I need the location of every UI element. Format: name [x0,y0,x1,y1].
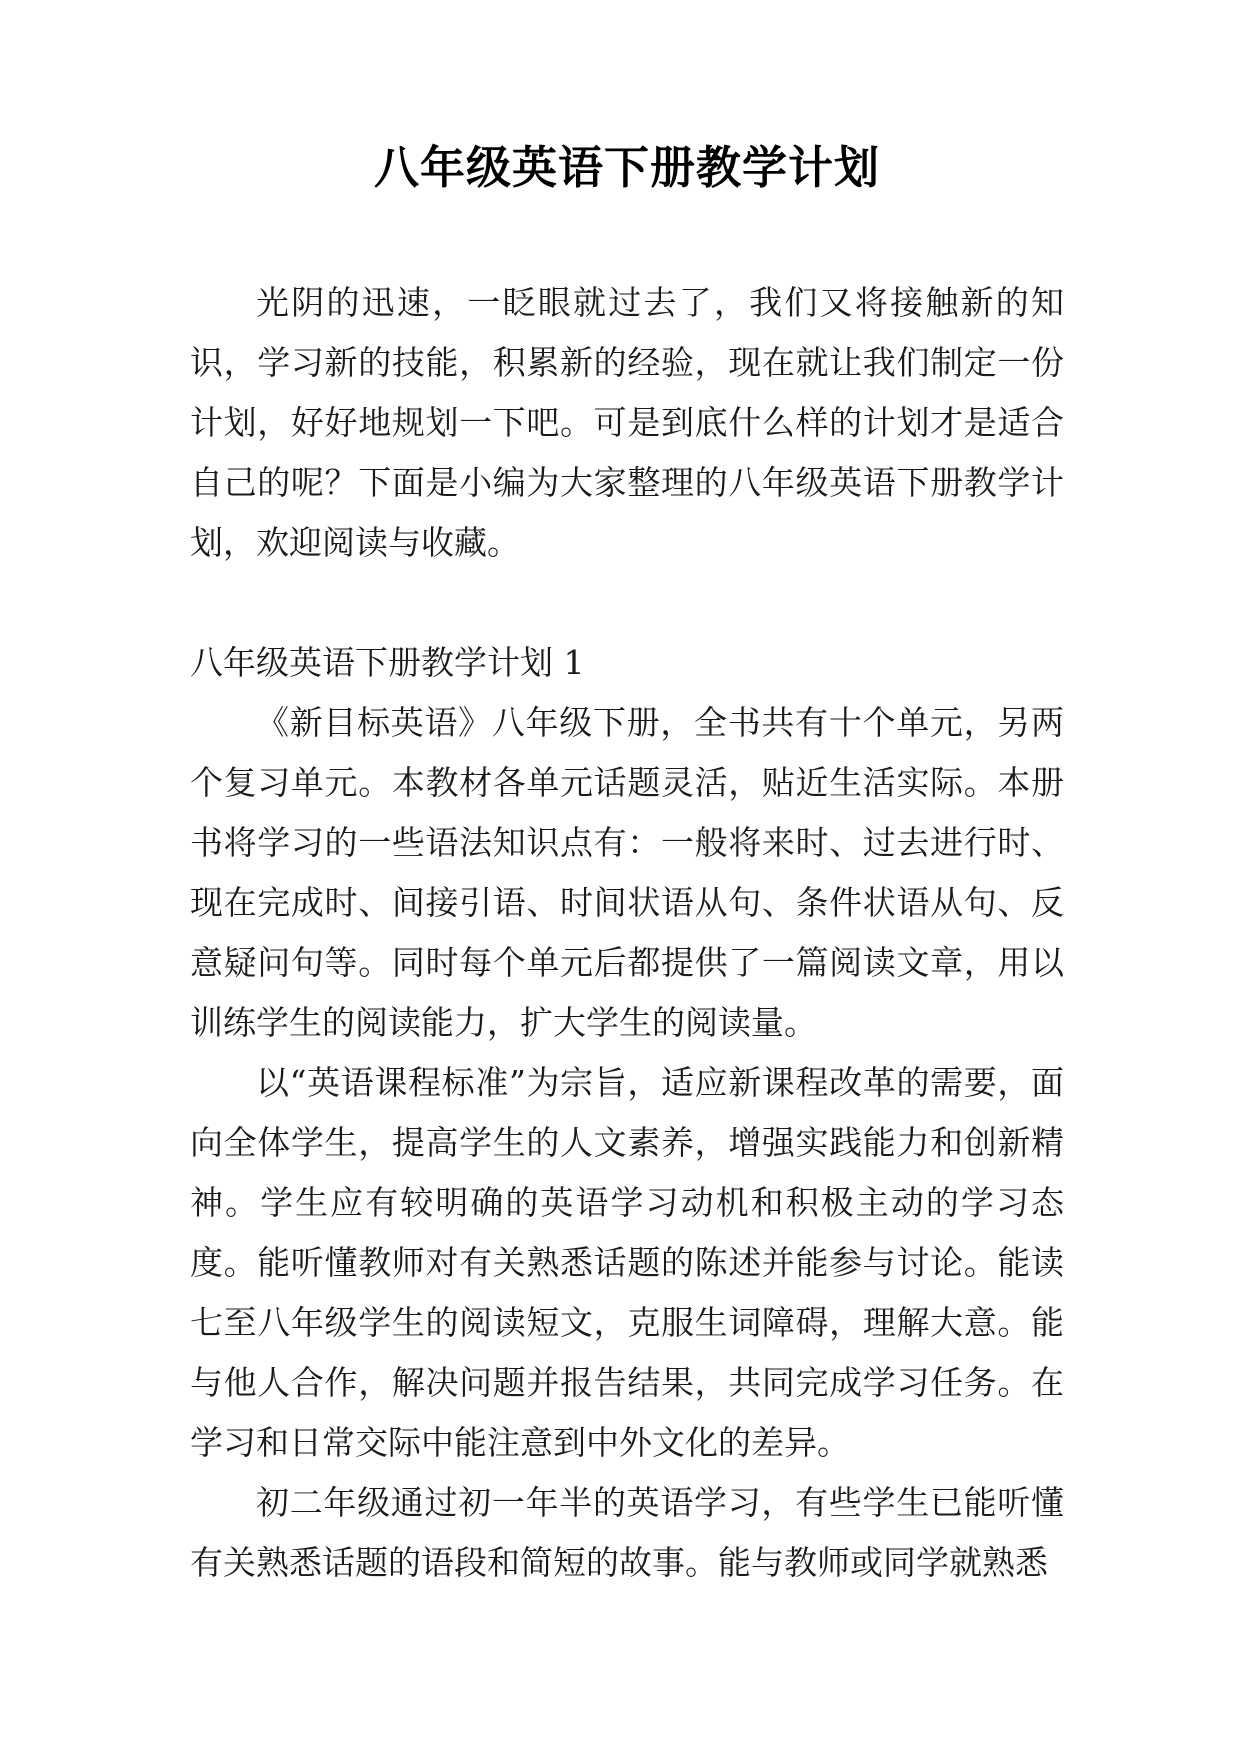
document-title: 八年级英语下册教学计划 [373,141,880,194]
paragraph-curriculum-standard: 以“英语课程标准”为宗旨，适应新课程改革的需要，面向全体学生，提高学生的人文素养，增强实践能力和创新精神。学生应有较明确的英语学习动机和积极主动的学习态度。能听懂教师对有关熟悉话题的陈述并能参与讨论。能读七至八年级学生的阅读短文，克服生词障碍，理解大意。能与他人合作，解决问题并报告结果，共同完成学习任务。在学习和日常交际中能注意到中外文化的差异。 [190,1063,1064,1462]
section-heading-plan-1: 八年级英语下册教学计划 1 [190,643,585,682]
intro-paragraph: 光阴的迅速，一眨眼就过去了，我们又将接触新的知识，学习新的技能，积累新的经验，现在就让我们制定一份计划，好好地规划一下吧。可是到底什么样的计划才是适合自己的呢？下面是小编为大家整理的八年级英语下册教学计划，欢迎阅读与收藏。 [190,283,1064,562]
paragraph-grade-two-status: 初二年级通过初一年半的英语学习，有些学生已能听懂有关熟悉话题的语段和简短的故事。能与教师或同学就熟悉 [190,1483,1064,1582]
document-body [190,273,1064,1593]
paragraph-textbook-overview: 《新目标英语》八年级下册，全书共有十个单元，另两个复习单元。本教材各单元话题灵活，贴近生活实际。本册书将学习的一些语法知识点有：一般将来时、过去进行时、现在完成时、间接引语、时间状语从句、条件状语从句、反意疑问句等。同时每个单元后都提供了一篇阅读文章，用以训练学生的阅读能力，扩大学生的阅读量。 [190,703,1064,1042]
